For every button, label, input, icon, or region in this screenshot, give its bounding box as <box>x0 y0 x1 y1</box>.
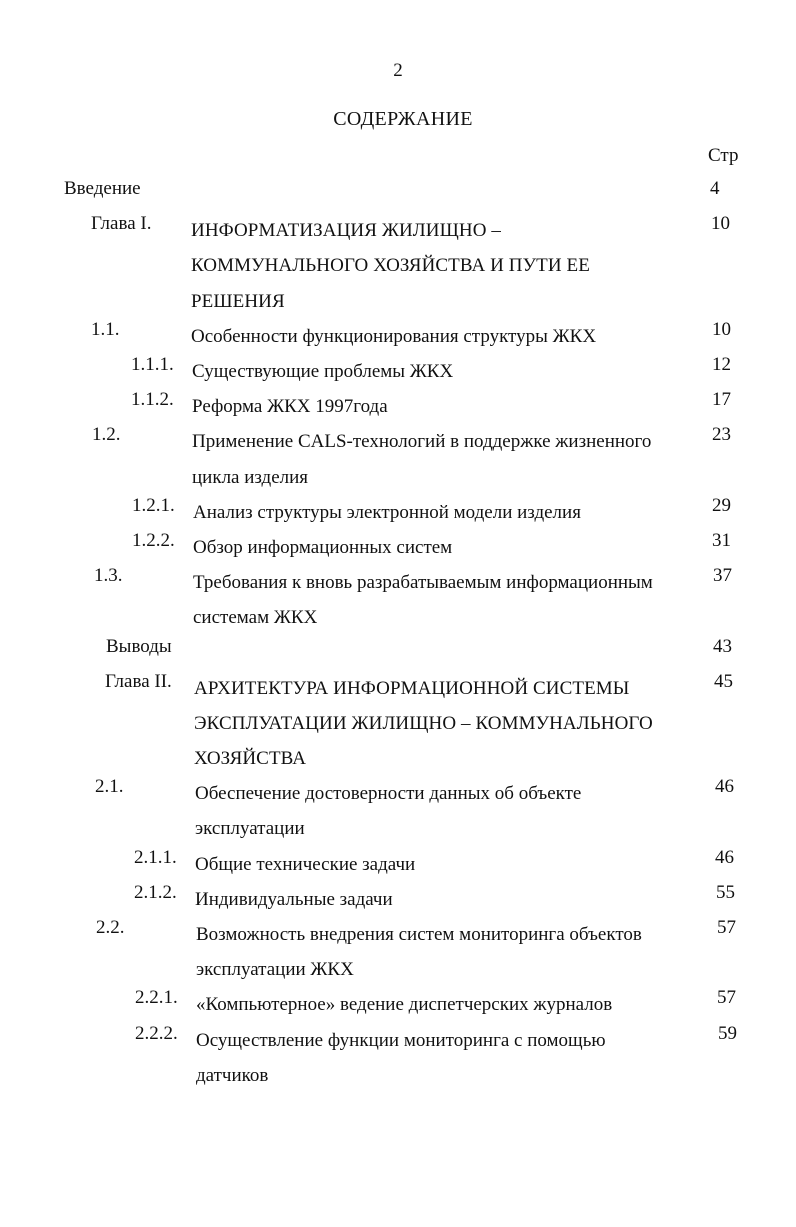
page-number: 2 <box>393 60 403 81</box>
toc-entry-page: 37 <box>713 565 732 587</box>
toc-entry-number: 1.1.1. <box>131 353 174 375</box>
toc-entry-title: Анализ структуры электронной модели изделия <box>193 501 581 523</box>
toc-entry-2-1-1 <box>0 847 796 882</box>
toc-entry-number: 1.2.2. <box>132 529 175 551</box>
toc-entry-page: 17 <box>712 389 731 411</box>
table-of-contents <box>0 178 796 1093</box>
toc-entry-page: 46 <box>715 776 734 798</box>
toc-entry-conclusions <box>0 636 796 671</box>
toc-entry-2-2 <box>0 917 796 987</box>
toc-entry-title: Требования к вновь разрабатываемым информационным системам ЖКХ <box>193 572 653 629</box>
toc-entry-title: Реформа ЖКХ 1997года <box>192 396 388 418</box>
page-column-header: Стр <box>708 145 739 166</box>
toc-entry-number: Глава II. <box>105 670 172 692</box>
toc-entry-page: 31 <box>712 529 731 551</box>
toc-entry-page: 43 <box>713 635 732 657</box>
toc-entry-page: 23 <box>712 424 731 446</box>
toc-entry-page: 10 <box>712 318 731 340</box>
toc-entry-page: 4 <box>710 178 720 199</box>
toc-entry-number: 2.1. <box>95 776 124 798</box>
toc-entry-number: 2.1.2. <box>134 881 177 903</box>
toc-entry-number: 2.2.2. <box>135 1022 178 1044</box>
toc-entry-number: 2.2. <box>96 917 125 939</box>
toc-entry-number: 1.1. <box>91 318 120 340</box>
toc-entry-number: 2.2.1. <box>135 987 178 1009</box>
toc-entry-introduction <box>0 178 796 213</box>
toc-entry-title: Применение CALS-технологий в поддержке жизненного цикла изделия <box>192 431 652 488</box>
toc-entry-1-2 <box>0 424 796 494</box>
toc-entry-number: 1.1.2. <box>131 389 174 411</box>
toc-entry-page: 29 <box>712 494 731 516</box>
toc-entry-title: ИНФОРМАТИЗАЦИЯ ЖИЛИЩНО – КОММУНАЛЬНОГО ХОЗЯЙСТВА И ПУТИ ЕЕ РЕШЕНИЯ <box>191 220 590 312</box>
toc-entry-1-2-2 <box>0 530 796 565</box>
toc-entry-title: Индивидуальные задачи <box>195 888 393 910</box>
toc-entry-title: АРХИТЕКТУРА ИНФОРМАЦИОННОЙ СИСТЕМЫ ЭКСПЛУАТАЦИИ ЖИЛИЩНО – КОММУНАЛЬНОГО ХОЗЯЙСТВА <box>194 677 653 770</box>
toc-entry-number: 1.3. <box>94 565 123 587</box>
toc-entry-chapter-1 <box>0 213 796 319</box>
toc-entry-1-1 <box>0 319 796 354</box>
toc-entry-1-1-2 <box>0 389 796 424</box>
toc-entry-page: 45 <box>714 670 733 692</box>
toc-entry-2-1-2 <box>0 882 796 917</box>
toc-entry-page: 57 <box>717 987 736 1009</box>
toc-entry-1-3 <box>0 565 796 635</box>
toc-entry-number: 1.2.1. <box>132 494 175 516</box>
toc-entry-page: 46 <box>715 846 734 868</box>
toc-entry-title: Общие технические задачи <box>195 853 416 875</box>
toc-entry-title: Существующие проблемы ЖКХ <box>192 360 454 382</box>
toc-entry-label: Введение <box>64 178 141 199</box>
toc-entry-page: 55 <box>716 881 735 903</box>
toc-entry-title: Обзор информационных систем <box>193 536 453 558</box>
toc-entry-2-2-2 <box>0 1023 796 1093</box>
toc-entry-page: 59 <box>718 1022 737 1044</box>
toc-entry-page: 12 <box>712 353 731 375</box>
toc-entry-number: 2.1.1. <box>134 846 177 868</box>
toc-entry-title: Осуществление функции мониторинга с помощью датчиков <box>196 1029 606 1086</box>
toc-entry-chapter-2 <box>0 671 796 777</box>
toc-entry-1-1-1 <box>0 354 796 389</box>
toc-entry-title: Обеспечение достоверности данных об объекте эксплуатации <box>195 783 582 840</box>
toc-entry-page: 10 <box>711 213 730 235</box>
toc-entry-number: 1.2. <box>92 424 121 446</box>
toc-entry-page: 57 <box>717 917 736 939</box>
toc-entry-number: Глава I. <box>91 213 152 235</box>
toc-title: СОДЕРЖАНИЕ <box>333 108 473 130</box>
toc-entry-1-2-1 <box>0 495 796 530</box>
toc-entry-2-1 <box>0 776 796 846</box>
toc-entry-title: Возможность внедрения систем мониторинга объектов эксплуатации ЖКХ <box>196 924 642 981</box>
toc-entry-title: Особенности функционирования структуры ЖКХ <box>191 325 597 347</box>
toc-entry-label: Выводы <box>106 635 172 657</box>
toc-entry-title: «Компьютерное» ведение диспетчерских журналов <box>196 994 613 1016</box>
toc-entry-2-2-1 <box>0 987 796 1022</box>
